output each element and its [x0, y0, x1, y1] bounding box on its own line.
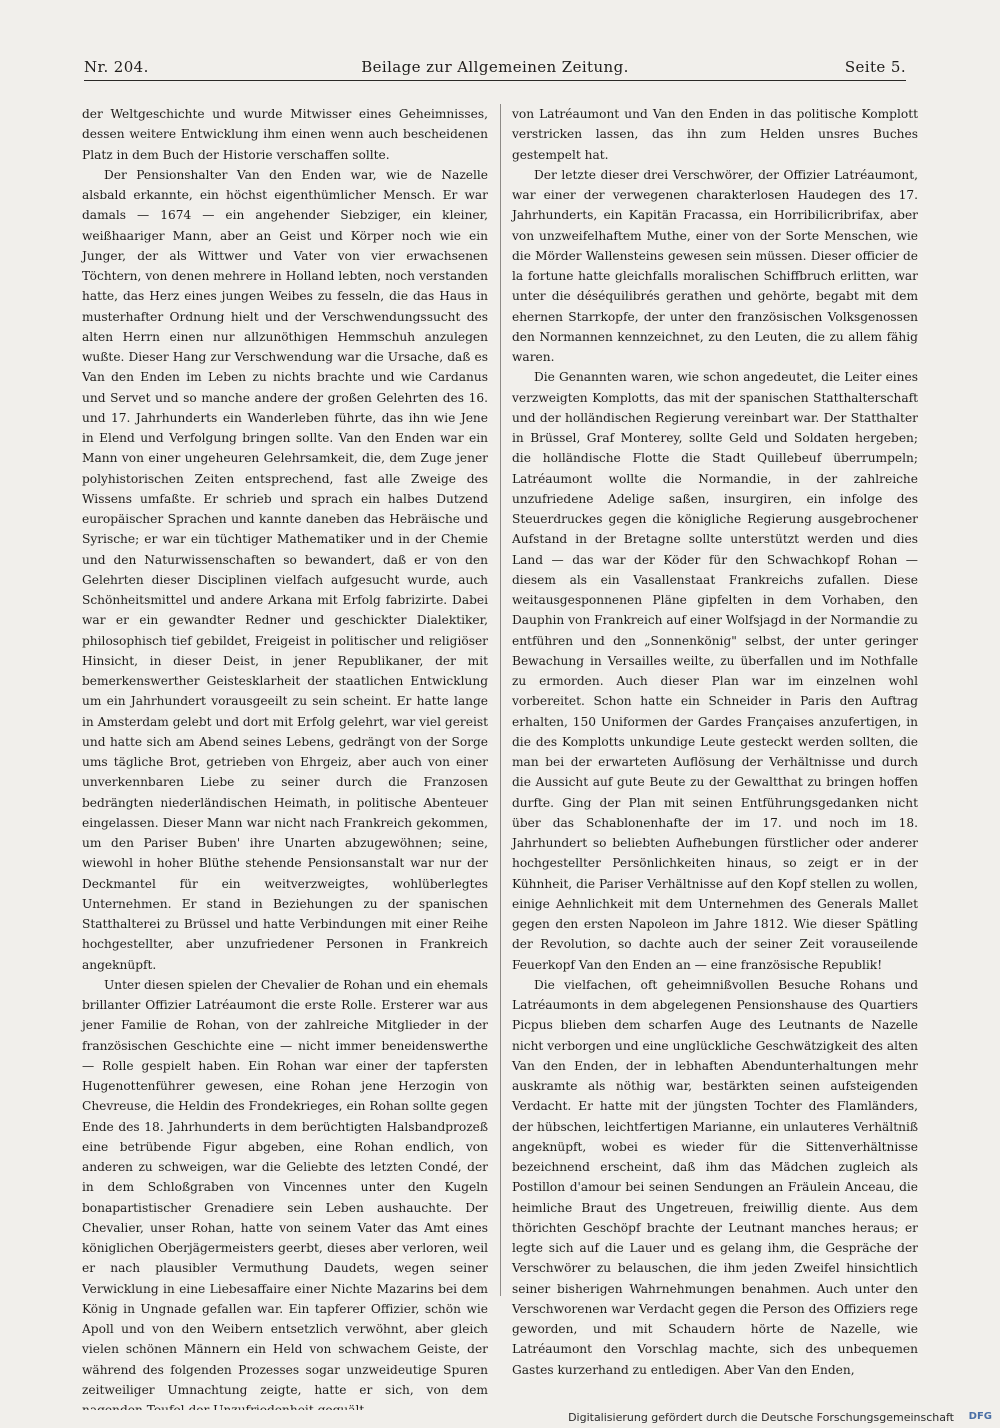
paragraph: Die vielfachen, oft geheimnißvollen Besuche Rohans und Latréaumonts in dem abgelegenen Pensionshause des Quartiers Picpus blieben dem scharfen Auge des Leutnants de Nazelle nicht verborgen und eine unglückliche Geschwätzigkeit des alten Van den Enden, der in lebhaften Abendunterhaltungen mehr auskramte als nöthig war, bestärkten seinen aufsteigenden Verdacht. Er hatte mit der jüngsten Tochter des Flamländers, der hübschen, leichtfertigen Marianne, ein unlauteres Verhältniß angeknüpft, wobei es wieder für die Sittenverhältnisse bezeichnend erscheint, daß ihm das Mädchen zugleich als Postillon d'amour bei seinen Sendungen an Fräulein Anceau, die heimliche Braut des Ungetreuen, freiwillig diente. Aus dem thörichten Geschöpf brachte der Leutnant manches heraus; er legte sich auf die Lauer und es gelang ihm, die Gespräche der Verschwörer zu belauschen, die ihm jeden Zweifel hinsichtlich seiner bisherigen Wahrnehmungen benahmen. Auch unter den Verschworenen war Verdacht gegen die Person des Offiziers rege geworden, und mit Schaudern hörte de Nazelle, wie Latréaumont den Vorschlag machte, sich des unbequemen Gastes kurzerhand zu entledigen. Aber Van den Enden, — [512, 977, 918, 1377]
column-divider — [500, 104, 501, 1296]
page-header — [84, 58, 906, 82]
page-number: Seite 5. — [844, 58, 906, 76]
paragraph: Der letzte dieser drei Verschwörer, der Offizier Latréaumont, war einer der verwegenen charakterlosen Haudegen des 17. Jahrhunderts, ein Kapitän Fracassa, ein Horribilicribrifax, aber von unzweifelhaftem Muthe, einer von der Sorte Menschen, wie die Mörder Wallensteins gewesen sein müssen. Dieser officier de la fortune hatte gleichfalls moralischen Schiffbruch erlitten, war unter die déséquilibrés gerathen und gehörte, begabt mit dem ehernen Starrkopfe, der unter den französischen Volksgenossen den Normannen kennzeichnet, zu den Leuten, die zu allem fähig waren. — [512, 167, 918, 364]
paragraph: Die Genannten waren, wie schon angedeutet, die Leiter eines verzweigten Komplotts, das mit der spanischen Statthalterschaft und der holländischen Regierung vereinbart war. Der Statthalter in Brüssel, Graf Monterey, sollte Geld und Soldaten hergeben; die holländische Flotte die Stadt Quillebeuf überrumpeln; Latréaumont wollte die Normandie, in der zahlreiche unzufriedene Adelige saßen, insurgiren, ein infolge des Steuerdruckes gegen die königliche Regierung ausgebrochener Aufstand in der Bretagne sollte unterstützt werden und dies Land — das war der Köder für den Schwachkopf Rohan — diesem als ein Vasallenstaat Frankreichs zufallen. Diese weitausgesponnenen Pläne gipfelten in dem Vorhaben, den Dauphin von Frankreich auf einer Wolfsjagd in der Normandie zu entführen und den „Sonnenkönig" selbst, der unter geringer Bewachung in Versailles weilte, zu überfallen und im Nothfalle zu ermorden. Auch dieser Plan war im einzelnen wohl vorbereitet. Schon hatte ein Schneider in Paris den Auftrag erhalten, 150 Uniformen der Gardes Françaises anzufertigen, in die des Komplotts unkundige Leute gesteckt werden sollten, die man bei der erwarteten Auflösung der Verhältnisse und durch die Aussicht auf gute Beute zu der Gewaltthat zu bringen hoffen durfte. Ging der Plan mit seinen Entführungsgedanken nicht über das Schablonenhafte der im 17. und noch im 18. Jahrhundert so beliebten Aufhebungen fürstlicher oder anderer hochgestellter Persönlichkeiten hinaus, so zeigt er in der Kühnheit, die Pariser Verhältnisse auf den Kopf stellen zu wollen, einige Aehnlichkeit mit dem Unternehmen des Generals Mallet gegen den ersten Napoleon im Jahre 1812. Wie dieser Spätling der Revolution, so dachte auch der seiner Zeit vorauseilende Feuerkopf Van den Enden an — eine französische Republik! — [512, 370, 918, 972]
header-rule — [84, 80, 906, 81]
issue-number: Nr. 204. — [84, 58, 149, 76]
left-column — [82, 104, 488, 1420]
funding-notice: Digitalisierung gefördert durch die Deutsche Forschungsgemeinschaft — [568, 1411, 954, 1424]
publication-title: Beilage zur Allgemeinen Zeitung. — [361, 58, 629, 76]
right-column — [512, 104, 918, 1380]
paragraph: von Latréaumont und Van den Enden in das politische Komplott verstricken lassen, das ihn zum Helden unsres Buches gestempelt hat. — [512, 107, 918, 162]
paragraph: Der Pensionshalter Van den Enden war, wie de Nazelle alsbald erkannte, ein höchst eigenthümlicher Mensch. Er war damals — 1674 — ein angehender Siebziger, ein kleiner, weißhaariger Mann, aber an Geist und Körper noch wie ein Junger, der als Wittwer und Vater von vier erwachsenen Töchtern, von denen mehrere in Holland lebten, noch verstanden hatte, das Herz eines jungen Weibes zu fesseln, die das Haus in musterhafter Ordnung hielt und der Verschwendungssucht des alten Herrn einen nur allzunöthigen Hemmschuh anzulegen wußte. Dieser Hang zur Verschwendung war die Ursache, daß es Van den Enden im Leben zu nichts brachte und wie Cardanus und Servet und so manche andere der großen Gelehrten des 16. und 17. Jahrhunderts ein Wanderleben führte, das ihn wie Jene in Elend und Verfolgung bringen sollte. Van den Enden war ein Mann von einer ungeheuren Gelehrsamkeit, die, dem Zuge jener polyhistorischen Zeiten entsprechend, fast alle Zweige des Wissens umfaßte. Er schrieb und sprach ein halbes Dutzend europäischer Sprachen und kannte daneben das Hebräische und Syrische; er war ein tüchtiger Mathematiker und in der Chemie und den Naturwissenschaften so bewandert, daß er von den Gelehrten dieser Disciplinen vielfach aufgesucht wurde, auch Schönheitsmittel und andere Arkana mit Erfolg fabrizirte. Dabei war er ein gewandter Redner und geschickter Dialektiker, philosophisch tief gebildet, Freigeist in politischer und religiöser Hinsicht, in dieser Deist, in jener Republikaner, der mit bemerkenswerther Geistesklarheit der staatlichen Entwicklung um ein Jahrhundert vorausgeeilt zu sein scheint. Er hatte lange in Amsterdam gelebt und dort mit Erfolg gelehrt, war viel gereist und hatte sich am Abend seines Lebens, gedrängt von der Sorge ums tägliche Brot, getrieben von Ehrgeiz, aber auch von einer unverkennbaren Liebe zu seiner durch die Franzosen bedrängten niederländischen Heimath, in politische Abenteuer eingelassen. Dieser Mann war nicht nach Frankreich gekommen, um den Pariser Buben' ihre Unarten abzugewöhnen; seine, wiewohl in hoher Blüthe stehende Pensionsanstalt war nur der Deckmantel für ein weitverzweigtes, wohlüberlegtes Unternehmen. Er stand in Beziehungen zu der spanischen Statthalterei zu Brüssel und hatte Verbindungen mit einer Reihe hochgestellter, aber unzufriedener Personen in Frankreich angeknüpft. — [82, 167, 488, 972]
dfg-logo: DFG — [968, 1411, 992, 1422]
paragraph: der Weltgeschichte und wurde Mitwisser eines Geheimnisses, dessen weitere Entwicklung ihm einen wenn auch bescheidenen Platz in dem Buch der Historie verschaffen sollte. — [82, 107, 488, 162]
paragraph: Unter diesen spielen der Chevalier de Rohan und ein ehemals brillanter Offizier Latréaumont die erste Rolle. Ersterer war aus jener Familie de Rohan, von der zahlreiche Mitglieder in der französischen Geschichte eine — nicht immer beneidenswerthe — Rolle gespielt haben. Ein Rohan war einer der tapfersten Hugenottenführer gewesen, eine Rohan jene Herzogin von Chevreuse, die Heldin des Frondekrieges, ein Rohan sollte gegen Ende des 18. Jahrhunderts in dem berüchtigten Halsbandprozeß eine betrübende Figur abgeben, eine Rohan endlich, von anderen zu schweigen, war die Geliebte des letzten Condé, der in dem Schloßgraben von Vincennes unter den Kugeln bonapartistischer Grenadiere sein Leben aushauchte. Der Chevalier, unser Rohan, hatte von seinem Vater das Amt eines königlichen Oberjägermeisters geerbt, dieses aber verloren, weil er nach plausibler Vermuthung Daudets, wegen seiner Verwicklung in eine Liebesaffaire einer Nichte Mazarins bei dem König in Ungnade gefallen war. Ein tapferer Offizier, schön wie Apoll und von den Weibern entsetzlich verwöhnt, aber gleich vielen schönen Männern ein Held von schwachem Geiste, der während des folgenden Prozesses sogar unzweideutige Spuren zeitweiliger Umnachtung zeigte, hatte er sich, von dem — [82, 977, 488, 1397]
